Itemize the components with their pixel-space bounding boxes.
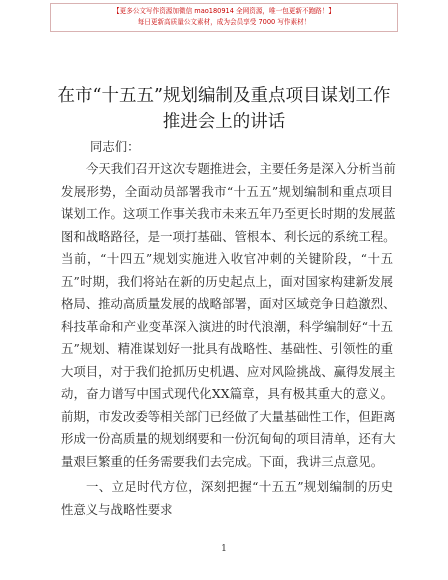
promo-banner-line-2: 每日更新高质量公文素材，成为会员享受 7000 写作素材！ [137, 18, 311, 26]
body-line: 五”时期，我们将站在新的历史起点上，面对国家构建新发展 [61, 273, 393, 289]
body-line: 格局、推动高质量发展的战略部署，面对区域竞争日趋激烈、 [61, 296, 396, 311]
promo-banner-line-1: 【更多公文写作资源加微信 mao180914 全网资源，唯一包更新不跑路！】 [113, 7, 335, 15]
document-title [40, 83, 408, 135]
title-line-2: 推进会上的讲话 [162, 112, 286, 132]
body-line: 五”规划、精准谋划好一批具有战略性、基础性、引领性的重 [61, 341, 393, 356]
paragraph [61, 476, 393, 521]
body-line: 大项目，对于我们抢抓历史机遇、应对风险挑战、赢得发展主 [61, 363, 396, 379]
body-line: 量艰巨繁重的任务需要我们去完成。下面，我讲三点意见。 [61, 453, 384, 469]
body-line: 图和战略路径，是一项打基础、管根本、利长远的系统工程。 [61, 228, 396, 244]
body-line: 前期，市发改委等相关部门已经做了大量基础性工作，但距离 [61, 408, 396, 424]
body-line: 当前，“十四五”规划实施进入收官冲刺的关键阶段，“十五 [61, 251, 393, 266]
body-line: 科技革命和产业变革深入演进的时代浪潮，科学编制好“十五 [61, 318, 393, 334]
title-line-1: 在市“十五五”规划编制及重点项目谋划工作 [57, 86, 391, 106]
body-line: 性意义与战略性要求 [61, 501, 173, 517]
paragraph [61, 158, 396, 473]
body-line: 谋划工作。这项工作事关我市未来五年乃至更长时期的发展蓝 [61, 206, 396, 221]
body-line: 动，奋力谱写中国式现代化XX篇章，具有极其重大的意义。 [61, 386, 393, 401]
body-line: 一、立足时代方位，深刻把握“十五五”规划编制的历史 [86, 479, 393, 494]
page-number: 1 [221, 544, 227, 554]
body-line: 形成一份高质量的规划纲要和一份沉甸甸的项目清单，还有大 [61, 431, 396, 446]
salutation: 同志们： [90, 139, 140, 154]
body-line: 发展形势，全面动员部署我市“十五五”规划编制和重点项目 [61, 183, 393, 199]
body-line: 今天我们召开这次专题推进会，主要任务是深入分析当前 [86, 161, 396, 176]
document-body [61, 148, 396, 521]
promo-banner [50, 3, 398, 32]
